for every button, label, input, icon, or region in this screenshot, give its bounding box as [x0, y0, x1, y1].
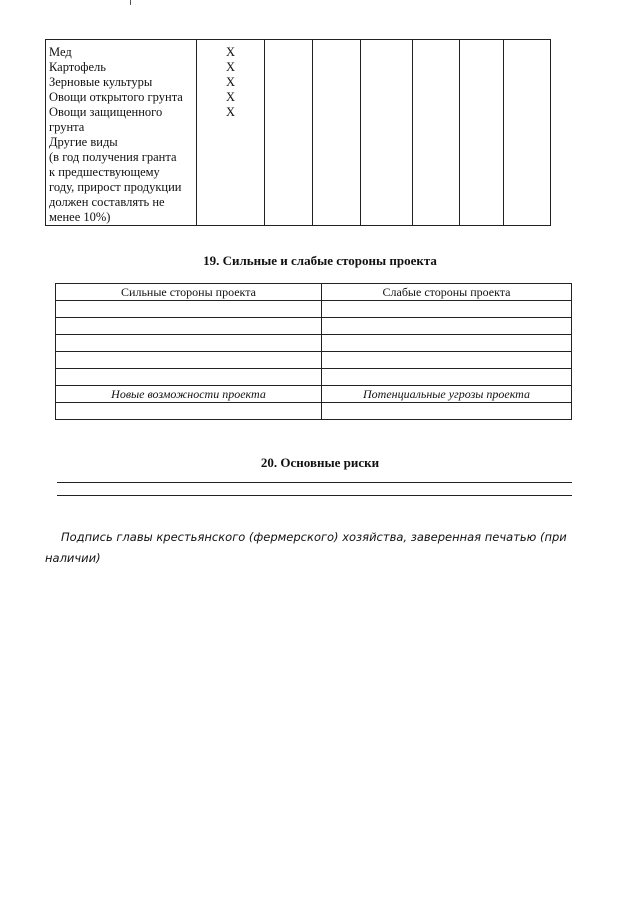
risk-line: [57, 482, 572, 483]
product-item: Другие виды: [49, 135, 118, 149]
empty-cell: [313, 40, 361, 226]
swot-cell: [56, 301, 322, 318]
empty-cell: [265, 40, 313, 226]
empty-cell: [460, 40, 504, 226]
section-19-heading: 19. Сильные и слабые стороны проекта: [203, 253, 437, 268]
product-item: к предшествующему: [49, 165, 160, 179]
weaknesses-header: Слабые стороны проекта: [322, 284, 572, 301]
signature-note: [45, 527, 585, 569]
swot-cell: [322, 335, 572, 352]
swot-cell: [322, 318, 572, 335]
empty-cell: [413, 40, 460, 226]
scan-mark: [130, 0, 131, 5]
product-item: Овощи открытого грунта: [49, 90, 183, 104]
swot-table: [55, 283, 572, 420]
x-mark: X: [225, 105, 236, 119]
swot-cell: [322, 403, 572, 420]
product-item: (в год получения гранта: [49, 150, 177, 164]
product-item: должен составлять не: [49, 195, 165, 209]
product-table: [45, 39, 551, 226]
swot-cell: [322, 369, 572, 386]
empty-cell: [361, 40, 413, 226]
strengths-header: Сильные стороны проекта: [56, 284, 322, 301]
swot-cell: [56, 318, 322, 335]
opportunities-header: Новые возможности проекта: [56, 386, 322, 403]
x-mark: X: [225, 75, 236, 89]
swot-cell: [322, 352, 572, 369]
section-20-heading: 20. Основные риски: [260, 455, 380, 470]
product-item: грунта: [49, 120, 85, 134]
product-item: Зерновые культуры: [49, 75, 153, 89]
risk-line: [57, 495, 572, 496]
product-item: Картофель: [49, 60, 106, 74]
signature-line-1: Подпись главы крестьянского (фермерского) хозяйства, заверенная печатью (при: [61, 530, 567, 544]
product-item: году, прирост продукции: [49, 180, 182, 194]
swot-cell: [56, 403, 322, 420]
swot-cell: [56, 369, 322, 386]
swot-cell: [322, 301, 572, 318]
x-mark: X: [225, 45, 236, 59]
x-mark: X: [225, 90, 236, 104]
product-item: Овощи защищенного: [49, 105, 163, 119]
threats-header: Потенциальные угрозы проекта: [322, 386, 572, 403]
product-items-cell: [46, 40, 197, 226]
empty-cell: [504, 40, 551, 226]
swot-cell: [56, 335, 322, 352]
product-item: менее 10%): [49, 210, 111, 224]
marks-cell: [197, 40, 265, 226]
x-mark: X: [225, 60, 236, 74]
signature-line-2: наличии): [45, 551, 101, 565]
swot-cell: [56, 352, 322, 369]
product-item: Мед: [49, 45, 72, 59]
